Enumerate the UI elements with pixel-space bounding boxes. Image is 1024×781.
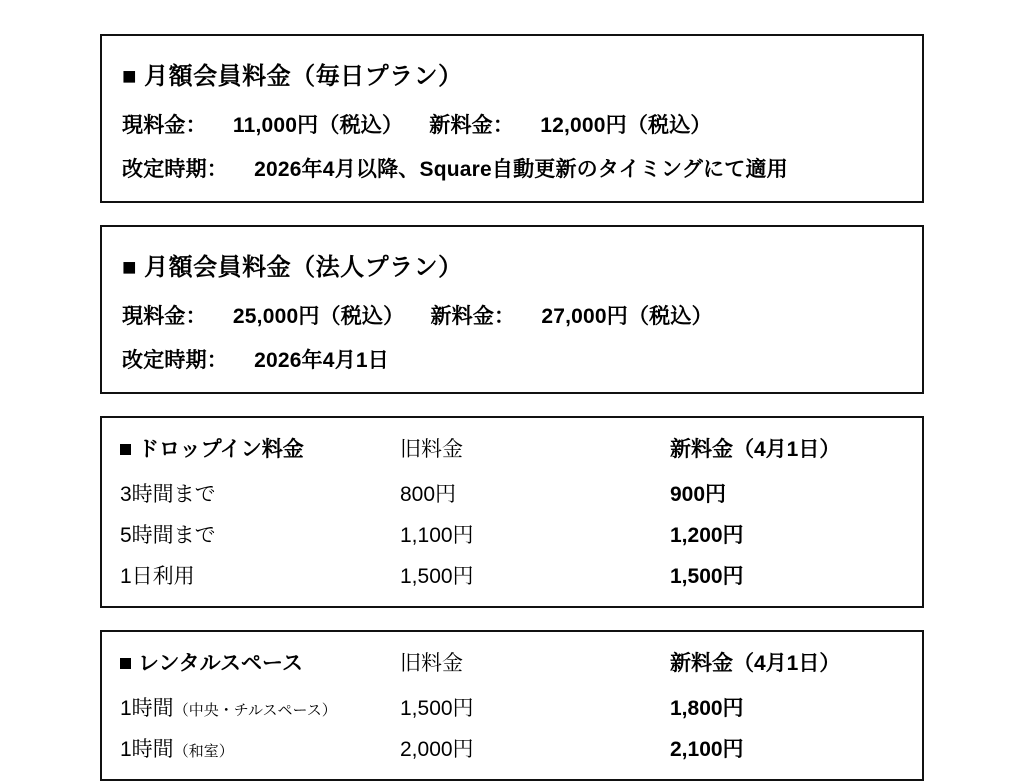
row-label: 1日利用 (120, 565, 195, 588)
rental-space-table (120, 644, 904, 765)
dropin-rate-box (100, 416, 924, 608)
bullet-square-icon (120, 444, 131, 455)
table-header-new: 新料金（4月1日） (670, 438, 841, 461)
row-old-price: 2,000円 (400, 738, 474, 761)
plan-revision-line (122, 153, 902, 183)
table-header-label (120, 644, 400, 689)
new-price-label: 新料金： (430, 305, 516, 328)
table-header-new: 新料金（4月1日） (670, 652, 841, 675)
row-new-price: 2,100円 (670, 738, 744, 761)
row-new-price: 1,200円 (670, 524, 744, 547)
new-price-label: 新料金： (429, 114, 515, 137)
row-old-price: 1,100円 (400, 524, 474, 547)
plan-price-line (122, 109, 902, 139)
row-old-price: 1,500円 (400, 565, 474, 588)
row-label: 3時間まで (120, 483, 216, 506)
monthly-plan-box-daily (100, 34, 924, 203)
table-header-label-text: レンタルスペース (138, 652, 303, 675)
table-header-label-text: ドロップイン料金 (138, 438, 304, 461)
table-header-old: 旧料金 (400, 652, 463, 675)
plan-title: ■ 月額会員料金（毎日プラン） (122, 63, 463, 90)
row-label (120, 689, 400, 730)
table-row (120, 730, 904, 765)
new-price-value: 27,000円（税込） (541, 305, 713, 328)
row-old-price: 800円 (400, 483, 457, 506)
current-price-label: 現料金： (122, 305, 207, 328)
revision-value: 2026年4月以降、Square自動更新のタイミングにて適用 (254, 158, 788, 181)
bullet-square-icon (120, 658, 131, 669)
row-label-note: （和室） (173, 743, 234, 760)
plan-price-line (122, 300, 902, 330)
revision-label: 改定時期： (122, 158, 228, 181)
table-row (120, 516, 904, 557)
table-row (120, 689, 904, 730)
row-label (120, 730, 400, 765)
revision-value: 2026年4月1日 (254, 349, 389, 372)
current-price-value: 11,000円（税込） (232, 114, 404, 137)
table-header-old: 旧料金 (400, 438, 463, 461)
row-new-price: 1,500円 (670, 565, 744, 588)
current-price-label: 現料金： (122, 114, 207, 137)
row-new-price: 900円 (670, 483, 727, 506)
row-old-price: 1,500円 (400, 697, 474, 720)
row-label-text: 1時間 (120, 697, 174, 720)
plan-title: ■ 月額会員料金（法人プラン） (122, 254, 463, 281)
table-header-row (120, 430, 904, 475)
row-label-note: （中央・チルスペース） (173, 702, 337, 719)
new-price-value: 12,000円（税込） (540, 114, 712, 137)
table-header-row (120, 644, 904, 689)
current-price-value: 25,000円（税込） (232, 305, 405, 328)
monthly-plan-box-corporate (100, 225, 924, 394)
row-label: 5時間まで (120, 524, 216, 547)
revision-label: 改定時期： (122, 349, 228, 372)
table-header-label (120, 430, 400, 475)
table-row (120, 557, 904, 592)
dropin-rate-table (120, 430, 904, 592)
table-row (120, 475, 904, 516)
row-label-text: 1時間 (120, 738, 174, 761)
plan-revision-line (122, 344, 902, 374)
row-new-price: 1,800円 (670, 697, 744, 720)
